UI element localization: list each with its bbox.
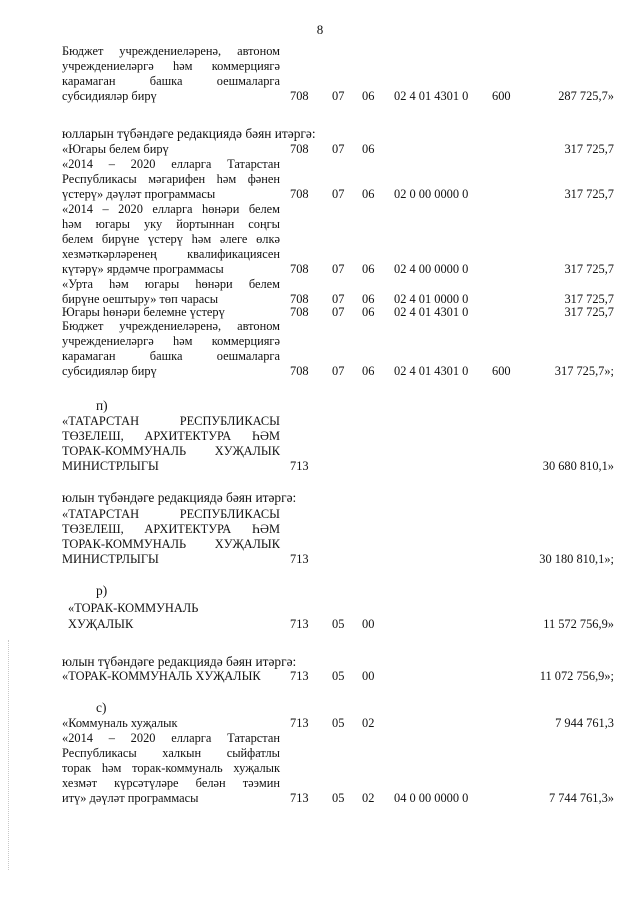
row-description: «2014 – 2020 елларга Татарстан Республикасы халкын сыйфатлы торак һәм торак-коммуналь хуҗалык хезмәт күрсәтүләре белән тәэмин итү» дәүләт программасы bbox=[62, 731, 280, 805]
code-section: 07 bbox=[332, 292, 345, 306]
code-section: 07 bbox=[332, 89, 345, 103]
row-description: Бюджет учреждениеләренә, автоном учреждениеләргә һәм коммерциягә карамаган башка оешмаларга субсидияләр бирү bbox=[62, 319, 280, 378]
item-letter-p: п) bbox=[96, 398, 108, 413]
amount: 317 725,7 bbox=[564, 187, 614, 201]
row-description: «ТАТАРСТАН РЕСПУБЛИКАСЫ ТӨЗЕЛЕШ, АРХИТЕКТУРА ҺӘМ ТОРАК-КОММУНАЛЬ ХУҖАЛЫК МИНИСТРЛЫГЫ bbox=[62, 507, 280, 566]
code-target: 02 4 01 4301 0 bbox=[394, 305, 469, 319]
amount: 11 072 756,9»; bbox=[539, 669, 614, 683]
code-ministry: 713 bbox=[290, 669, 309, 683]
amount: 287 725,7» bbox=[558, 89, 614, 103]
code-section: 07 bbox=[332, 142, 345, 156]
code-subsection: 06 bbox=[362, 142, 375, 156]
code-section: 07 bbox=[332, 305, 345, 319]
code-ministry: 708 bbox=[290, 187, 309, 201]
amount: 317 725,7 bbox=[564, 262, 614, 276]
amount: 30 680 810,1» bbox=[542, 459, 614, 473]
amount: 317 725,7»; bbox=[554, 364, 614, 378]
code-section: 05 bbox=[332, 791, 345, 805]
code-section: 07 bbox=[332, 187, 345, 201]
code-ministry: 713 bbox=[290, 716, 309, 730]
code-target: 04 0 00 0000 0 bbox=[394, 791, 469, 805]
row-description: Бюджет учреждениеләренә, автоном учреждениеләргә һәм коммерциягә карамаган башка оешмаларга субсидияләр бирү bbox=[62, 44, 280, 103]
code-section: 05 bbox=[332, 716, 345, 730]
amount: 317 725,7 bbox=[564, 292, 614, 306]
row-description: «ТАТАРСТАН РЕСПУБЛИКАСЫ ТӨЗЕЛЕШ, АРХИТЕКТУРА ҺӘМ ТОРАК-КОММУНАЛЬ ХУҖАЛЫК МИНИСТРЛЫГЫ bbox=[62, 414, 280, 473]
code-subsection: 06 bbox=[362, 187, 375, 201]
code-target: 02 4 01 4301 0 bbox=[394, 89, 469, 103]
instruction-line: юлларын түбәндәге редакциядә бәян итәргә: bbox=[62, 126, 316, 141]
code-section: 07 bbox=[332, 262, 345, 276]
code-target: 02 4 01 0000 0 bbox=[394, 292, 469, 306]
code-ministry: 708 bbox=[290, 364, 309, 378]
row-description-line: «Коммуналь хуҗалык bbox=[62, 716, 178, 730]
code-expense-type: 600 bbox=[492, 89, 511, 103]
item-letter-s: с) bbox=[96, 700, 107, 715]
code-subsection: 06 bbox=[362, 89, 375, 103]
code-ministry: 708 bbox=[290, 292, 309, 306]
row-description: Югары һөнәри белемне үстерү bbox=[62, 305, 225, 319]
code-subsection: 06 bbox=[362, 262, 375, 276]
code-subsection: 02 bbox=[362, 716, 375, 730]
amount: 317 725,7 bbox=[564, 142, 614, 156]
code-section: 05 bbox=[332, 669, 345, 683]
code-ministry: 713 bbox=[290, 552, 309, 566]
code-ministry: 713 bbox=[290, 791, 309, 805]
item-letter-r: р) bbox=[96, 583, 108, 598]
row-description: «Югары белем бирү bbox=[62, 142, 169, 156]
code-ministry: 713 bbox=[290, 617, 309, 631]
code-ministry: 708 bbox=[290, 89, 309, 103]
amount: 317 725,7 bbox=[564, 305, 614, 319]
instruction-line: юлын түбәндәге редакциядә бәян итәргә: bbox=[62, 490, 297, 505]
code-subsection: 06 bbox=[362, 305, 375, 319]
row-description: «2014 – 2020 елларга Татарстан Республикасы мәгарифен һәм фәнен үстерү» дәүләт программасы bbox=[62, 157, 280, 201]
row-description-line: «ТОРАК-КОММУНАЛЬ bbox=[68, 601, 199, 615]
code-ministry: 708 bbox=[290, 305, 309, 319]
row-description-line: «ТОРАК-КОММУНАЛЬ ХУҖАЛЫК bbox=[62, 669, 261, 683]
code-target: 02 4 01 4301 0 bbox=[394, 364, 469, 378]
amount: 30 180 810,1»; bbox=[539, 552, 614, 566]
code-subsection: 00 bbox=[362, 617, 375, 631]
code-subsection: 02 bbox=[362, 791, 375, 805]
code-target: 02 4 00 0000 0 bbox=[394, 262, 469, 276]
row-description: «2014 – 2020 елларга һөнәри белем һәм югары уку йортыннан соңгы белем бирүне үстерү һәм әлеге өлкә хезмәткәрләренең квалификациясен күтәрү» ярдәмче программасы bbox=[62, 202, 280, 276]
code-ministry: 708 bbox=[290, 142, 309, 156]
amount: 11 572 756,9» bbox=[543, 617, 614, 631]
code-subsection: 06 bbox=[362, 292, 375, 306]
page-number: 8 bbox=[316, 22, 324, 37]
code-target: 02 0 00 0000 0 bbox=[394, 187, 469, 201]
amount: 7 744 761,3» bbox=[548, 791, 614, 805]
code-section: 05 bbox=[332, 617, 345, 631]
amount: 7 944 761,3 bbox=[555, 716, 614, 730]
code-ministry: 708 bbox=[290, 262, 309, 276]
code-section: 07 bbox=[332, 364, 345, 378]
row-description-line: ХУҖАЛЫК bbox=[68, 617, 134, 631]
code-subsection: 06 bbox=[362, 364, 375, 378]
instruction-line: юлын түбәндәге редакциядә бәян итәргә: bbox=[62, 654, 297, 669]
code-ministry: 713 bbox=[290, 459, 309, 473]
row-description: «Урта һәм югары һөнәри белем бирүне оештыру» төп чарасы bbox=[62, 277, 280, 306]
code-subsection: 00 bbox=[362, 669, 375, 683]
scan-margin-mark bbox=[8, 640, 9, 870]
code-expense-type: 600 bbox=[492, 364, 511, 378]
